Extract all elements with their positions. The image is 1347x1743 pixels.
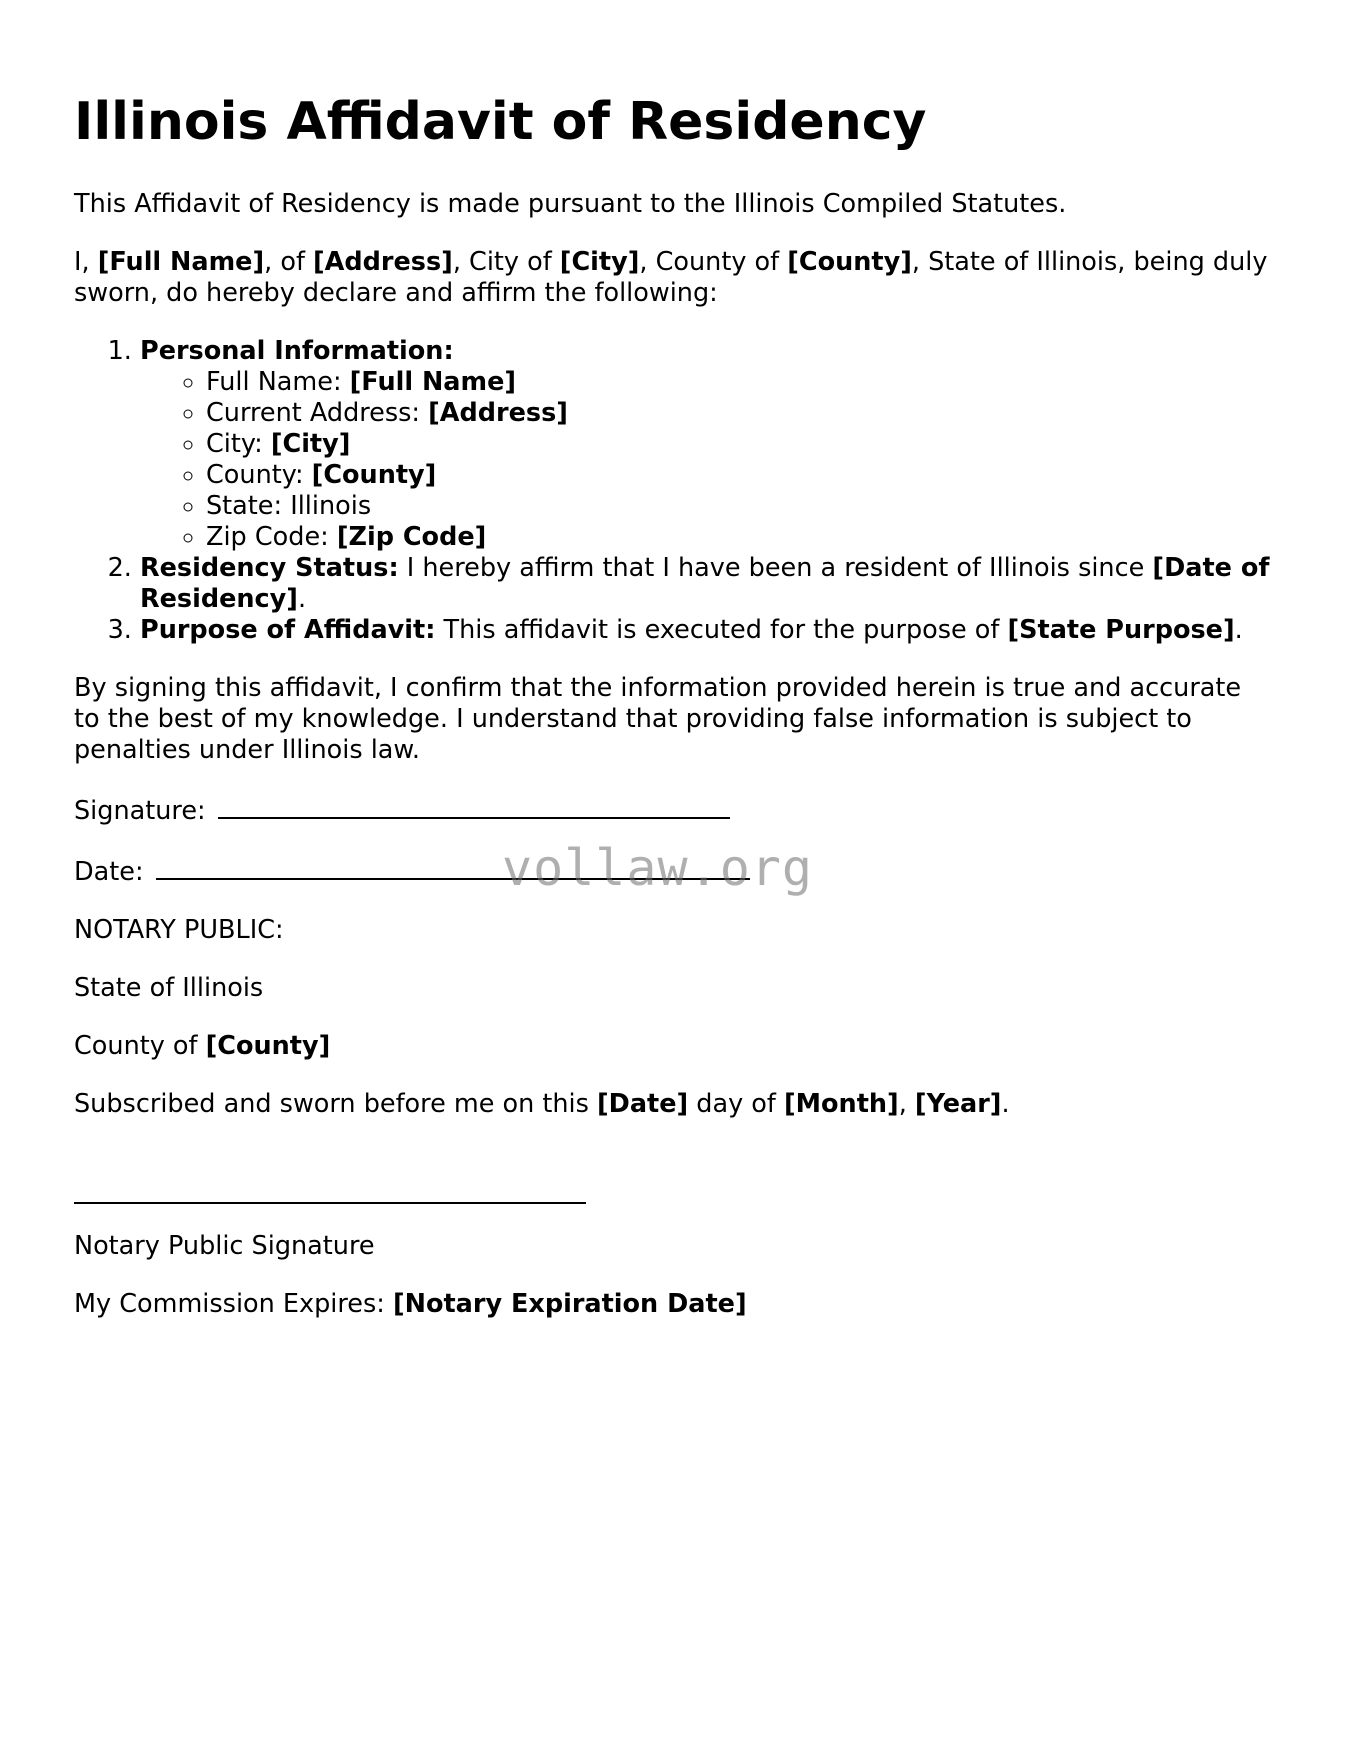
residency-status-heading: Residency Status: — [140, 553, 399, 583]
personal-information-fields — [140, 367, 1274, 553]
purpose-heading: Purpose of Affidavit: — [140, 615, 436, 645]
personal-information-item — [140, 336, 1274, 553]
notary-county-row: County of [County] — [74, 1031, 331, 1061]
declaration-paragraph: I, [Full Name], of [Address], City of [City], County of [County], State of Illinois, being duly sworn, do hereby declare and affirm the following: — [74, 247, 1268, 308]
notary-heading: NOTARY PUBLIC: — [74, 915, 284, 945]
watermark: vollaw.org — [502, 839, 814, 897]
declaration-full-name: [Full Name] — [97, 247, 265, 277]
affidavit-items-list — [74, 336, 1274, 646]
notary-sworn-row: Subscribed and sworn before me on this [Date] day of [Month], [Year]. — [74, 1089, 1010, 1119]
notary-state: State of Illinois — [74, 973, 264, 1003]
signature-line[interactable] — [218, 793, 730, 819]
declaration-city: [City] — [559, 247, 640, 277]
notary-signature-label: Notary Public Signature — [74, 1231, 375, 1261]
notary-commission-date: [Notary Expiration Date] — [392, 1289, 747, 1319]
field-county: ◦ County: [County] — [206, 460, 1274, 491]
personal-information-heading: Personal Information: — [140, 336, 454, 366]
signature-label: Signature: — [74, 796, 206, 826]
intro-paragraph: This Affidavit of Residency is made pursuant to the Illinois Compiled Statutes. — [74, 189, 1067, 219]
notary-month: [Month] — [784, 1089, 899, 1119]
affidavit-document — [74, 92, 1274, 1347]
purpose-value: [State Purpose] — [1007, 615, 1235, 645]
residency-status-item: 2. Residency Status: I hereby affirm that I have been a resident of Illinois since [Date of Residency]. — [140, 553, 1274, 615]
confirmation-paragraph: By signing this affidavit, I confirm that the information provided herein is true and accurate to the best of my knowledge. I understand that providing false information is subject to penalties under Illinois law. — [74, 673, 1242, 765]
residency-date: [Date of Residency] — [140, 553, 1270, 614]
field-current-address: ◦ Current Address: [Address] — [206, 398, 1274, 429]
document-title: Illinois Affidavit of Residency — [74, 92, 927, 152]
field-city: ◦ City: [City] — [206, 429, 1274, 460]
date-row — [74, 854, 1274, 888]
notary-commission-row: My Commission Expires: [Notary Expiration Date] — [74, 1289, 747, 1319]
field-full-name: ◦ Full Name: [Full Name] — [206, 367, 1274, 398]
spacer — [74, 1147, 1274, 1178]
notary-date: [Date] — [597, 1089, 689, 1119]
notary-county: [County] — [205, 1031, 331, 1061]
field-state: ◦ State: Illinois — [206, 491, 1274, 522]
purpose-item: 3. Purpose of Affidavit: This affidavit is executed for the purpose of [State Purpose]. — [140, 615, 1274, 646]
notary-signature-line[interactable] — [74, 1178, 586, 1204]
date-label: Date: — [74, 857, 144, 887]
signature-row — [74, 793, 1274, 827]
notary-year: [Year] — [914, 1089, 1002, 1119]
declaration-county: [County] — [787, 247, 912, 277]
field-zip-code: ◦ Zip Code: [Zip Code] — [206, 522, 1274, 553]
date-line[interactable] — [156, 854, 750, 880]
declaration-address: [Address] — [313, 247, 453, 277]
